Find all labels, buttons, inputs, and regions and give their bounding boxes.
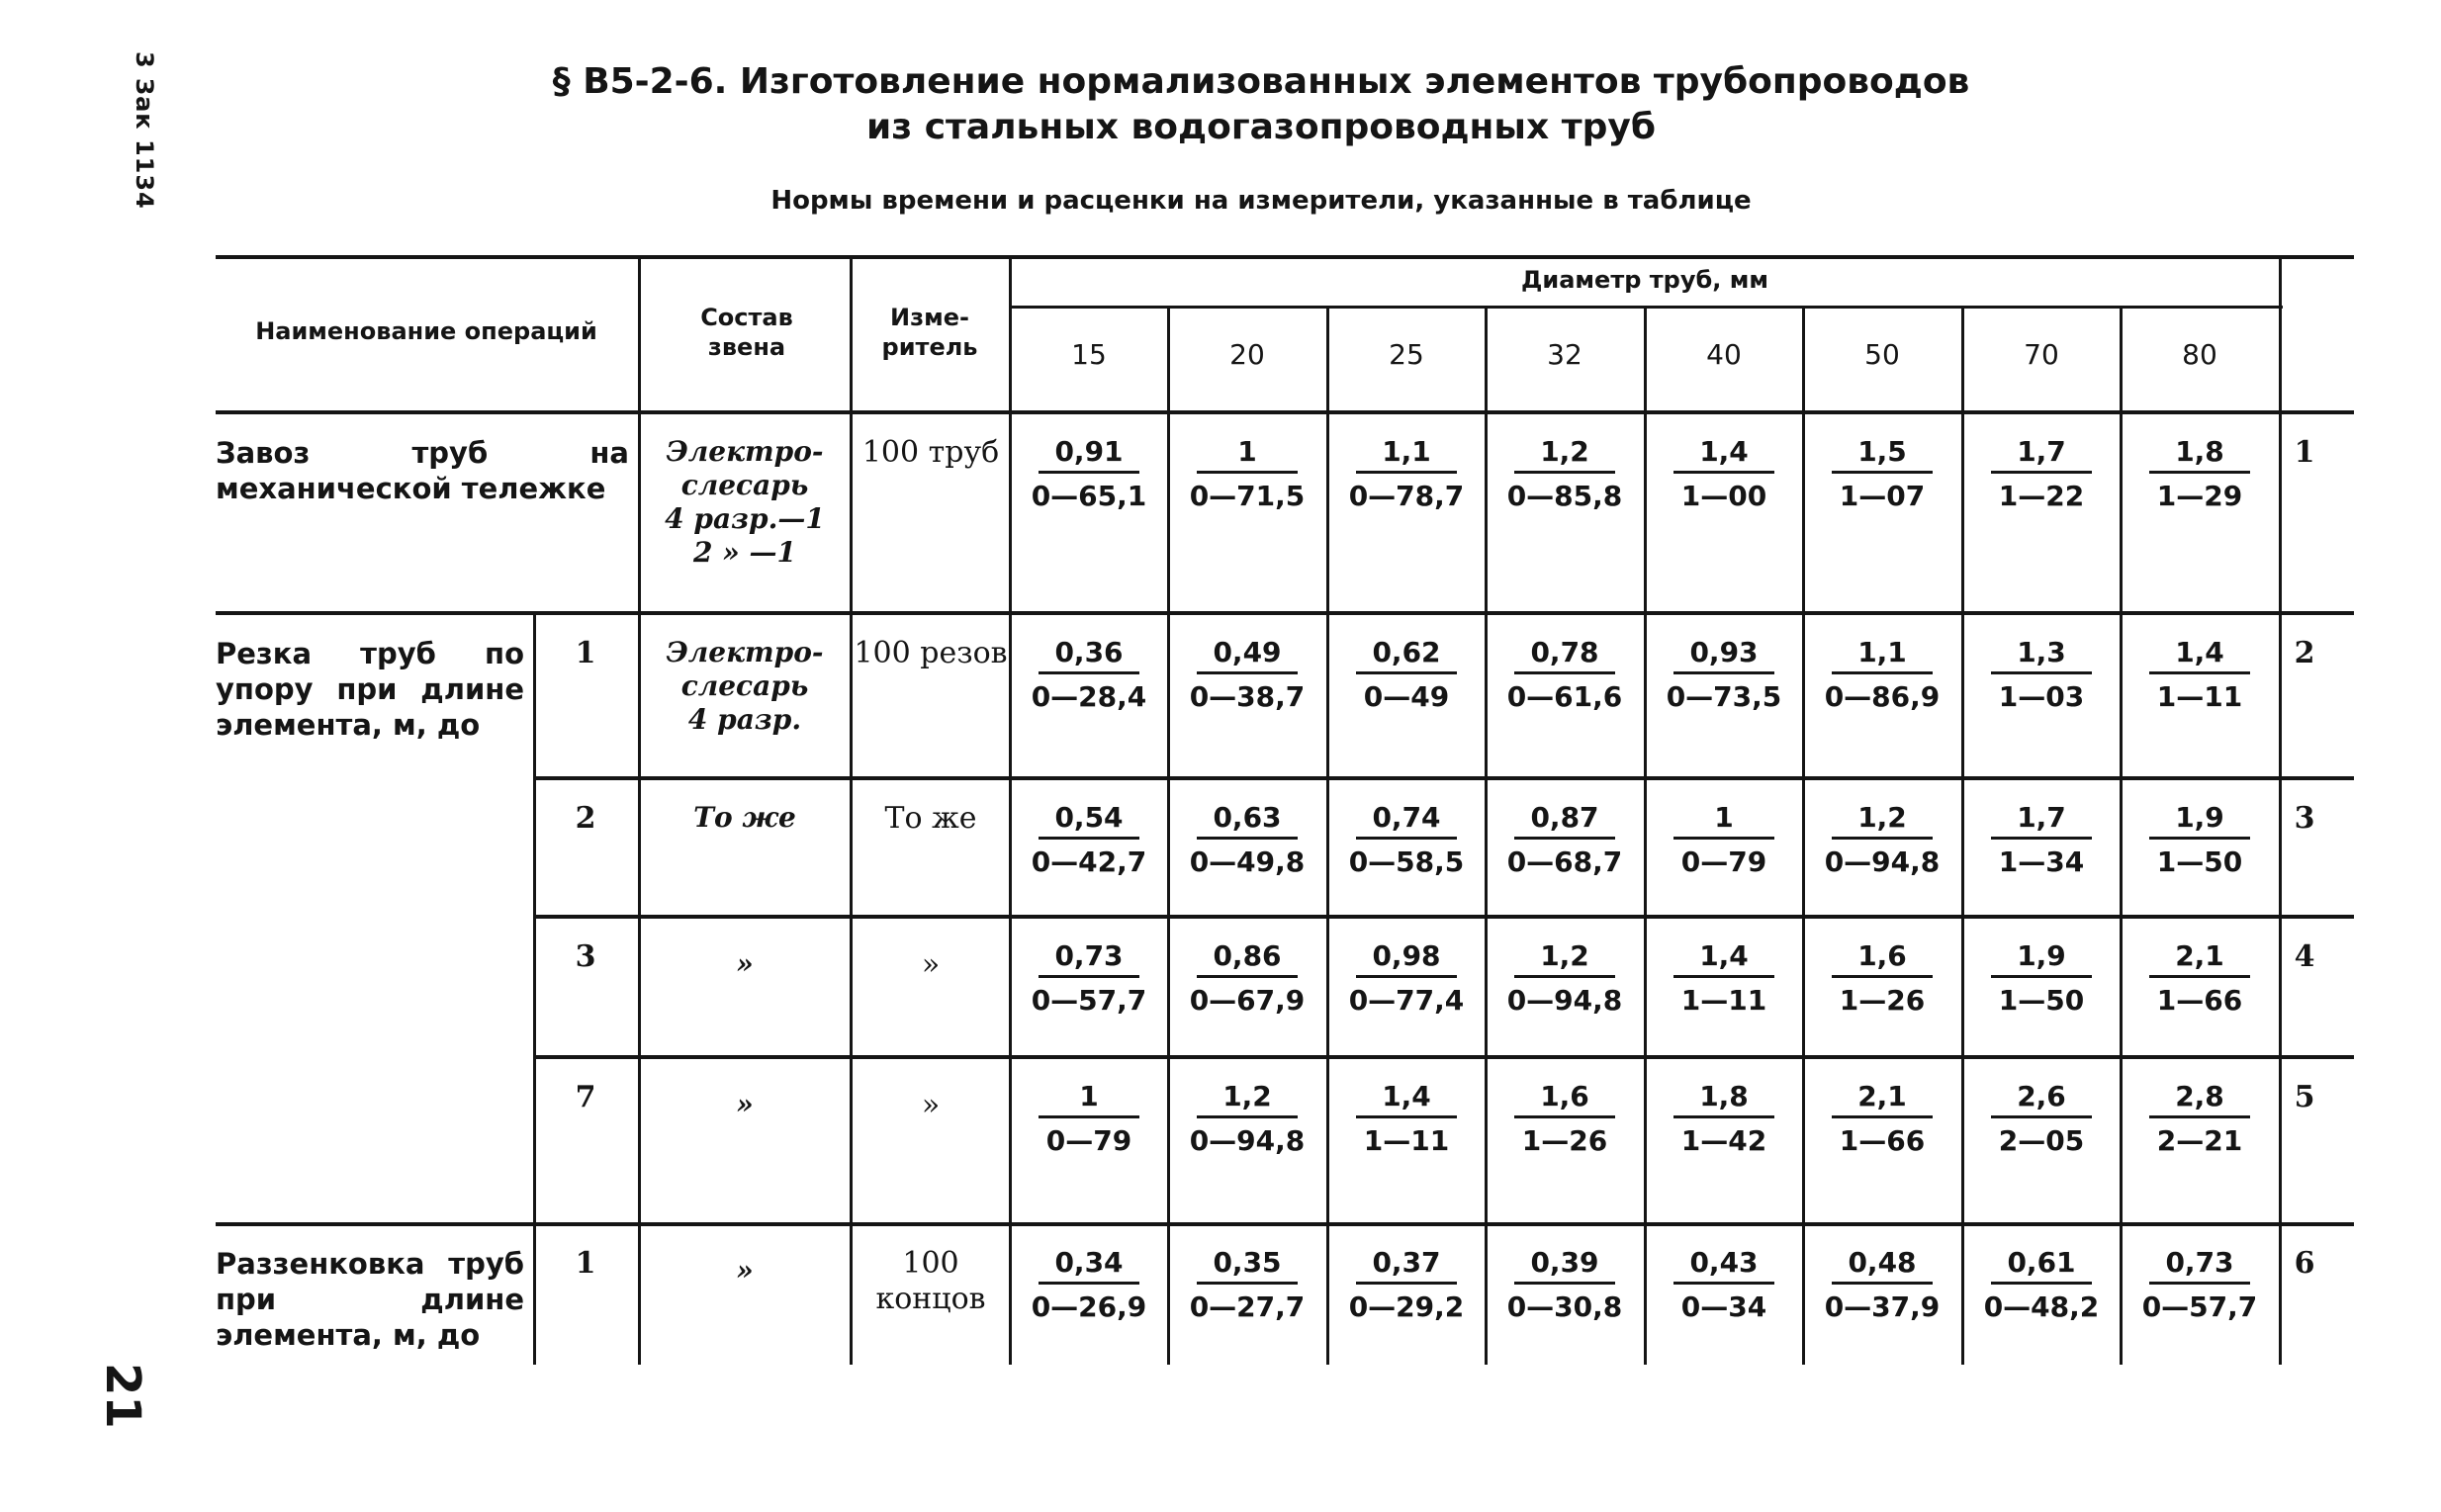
time-norm: 0,49 [1197, 636, 1298, 674]
crew-composition [641, 1246, 849, 1288]
time-norm: 1,2 [1832, 801, 1933, 840]
crew-composition [641, 1080, 849, 1121]
time-norm: 1,9 [2149, 801, 2250, 840]
page-number: 21 [95, 1363, 150, 1429]
norm-cell [1804, 435, 1960, 515]
time-norm: 0,74 [1356, 801, 1457, 840]
diameter-header-32: 32 [1547, 338, 1582, 371]
rule-row1-bottom [216, 611, 2354, 615]
time-norm: 0,36 [1039, 636, 1139, 674]
time-norm: 1,5 [1832, 435, 1933, 474]
time-norm: 0,48 [1832, 1246, 1933, 1285]
norm-cell [1328, 636, 1485, 716]
norm-cell [1328, 801, 1485, 881]
time-norm: 1,2 [1514, 939, 1615, 978]
time-norm: 1,6 [1514, 1080, 1615, 1118]
norm-cell [1963, 801, 2120, 881]
rate-price: 1—26 [1839, 984, 1926, 1017]
rate-price: 2—21 [2156, 1124, 2243, 1157]
time-norm: 1,4 [1673, 939, 1774, 978]
crew-composition-line: 4 разр.—1 [665, 502, 825, 535]
norm-cell [1328, 1080, 1485, 1160]
rate-price: 0—78,7 [1348, 480, 1465, 512]
time-norm: 1,9 [1991, 939, 2092, 978]
measurement-unit: » [921, 1088, 941, 1122]
rate-price: 0—30,8 [1506, 1290, 1623, 1323]
time-norm: 0,37 [1356, 1246, 1457, 1285]
norm-cell [1169, 939, 1325, 1020]
time-norm: 0,87 [1514, 801, 1615, 840]
crew-composition-line: слесарь [680, 469, 809, 501]
time-norm: 1,8 [2149, 435, 2250, 474]
rate-price: 1—34 [1998, 845, 2085, 878]
rate-price: 1—29 [2156, 480, 2243, 512]
header-operation: Наименование операций [255, 317, 597, 345]
time-norm: 0,54 [1039, 801, 1139, 840]
norm-cell [1169, 1080, 1325, 1160]
norm-cell [1804, 939, 1960, 1020]
crew-composition-line: » [736, 1088, 754, 1120]
time-norm: 1,7 [1991, 435, 2092, 474]
header-diameter: Диаметр труб, мм [1521, 266, 1768, 294]
rule-top [216, 255, 2354, 259]
norm-cell [1169, 801, 1325, 881]
rate-price: 0—94,8 [1506, 984, 1623, 1017]
rate-price: 1—03 [1998, 680, 2085, 713]
time-norm: 0,43 [1673, 1246, 1774, 1285]
crew-composition [641, 435, 849, 570]
norm-cell [1963, 1080, 2120, 1160]
norm-cell [1963, 939, 2120, 1020]
header-composition: Состав звена [700, 304, 793, 361]
time-norm: 0,91 [1039, 435, 1139, 474]
rate-price: 0—38,7 [1189, 680, 1306, 713]
norm-cell [2122, 636, 2278, 716]
time-norm: 0,86 [1197, 939, 1298, 978]
norm-cell [1011, 1246, 1167, 1326]
norm-cell [2122, 1246, 2278, 1326]
operation-name: Резка труб по упору при длине элемента, м, до [216, 637, 524, 742]
rate-price: 0—28,4 [1031, 680, 1147, 713]
side-note: 3 Зак 1134 [131, 51, 158, 210]
measurement-unit: 100 резов [854, 636, 1008, 670]
rate-price: 0—85,8 [1506, 480, 1623, 512]
time-norm: 0,35 [1197, 1246, 1298, 1285]
rule-row5-bottom [216, 1222, 2354, 1226]
time-norm: 2,1 [1832, 1080, 1933, 1118]
crew-composition-line: Электро- [666, 435, 824, 468]
crew-composition-line: 2 » —1 [693, 536, 796, 569]
rate-price: 0—37,9 [1824, 1290, 1941, 1323]
rule-header-bottom [216, 410, 2354, 414]
rate-price: 0—67,9 [1189, 984, 1306, 1017]
norm-cell [1011, 939, 1167, 1020]
crew-composition [641, 939, 849, 981]
rate-price: 0—77,4 [1348, 984, 1465, 1017]
norm-cell [1169, 1246, 1325, 1326]
rate-price: 0—86,9 [1824, 680, 1941, 713]
rate-price: 0—73,5 [1666, 680, 1782, 713]
title-line-2: из стальных водогазопроводных труб [866, 107, 1656, 147]
rule-row3-bottom [535, 915, 2354, 919]
rate-price: 1—50 [2156, 845, 2243, 878]
element-length: 2 [575, 801, 596, 836]
rate-price: 0—27,7 [1189, 1290, 1306, 1323]
time-norm: 1,3 [1991, 636, 2092, 674]
norm-cell [1011, 1080, 1167, 1160]
norm-cell [2122, 939, 2278, 1020]
diameter-header-20: 20 [1229, 338, 1265, 371]
rate-price: 0—94,8 [1189, 1124, 1306, 1157]
measurement-unit: » [921, 947, 941, 982]
measurement-unit: То же [884, 801, 977, 836]
rule-v-number [2279, 255, 2282, 1365]
rate-price: 0—94,8 [1824, 845, 1941, 878]
diameter-header-50: 50 [1864, 338, 1900, 371]
rate-price: 1—07 [1839, 480, 1926, 512]
crew-composition-line: » [736, 947, 754, 980]
time-norm: 1 [1197, 435, 1298, 474]
crew-composition-line: » [736, 1254, 754, 1287]
norm-cell [1487, 939, 1643, 1020]
time-norm: 1 [1673, 801, 1774, 840]
row-number: 3 [2294, 801, 2315, 836]
time-norm: 1,1 [1832, 636, 1933, 674]
rate-price: 0—26,9 [1031, 1290, 1147, 1323]
crew-composition-line: То же [693, 801, 796, 834]
time-norm: 2,6 [1991, 1080, 2092, 1118]
time-norm: 0,39 [1514, 1246, 1615, 1285]
time-norm: 0,73 [2149, 1246, 2250, 1285]
norm-cell [1328, 939, 1485, 1020]
rate-price: 0—49,8 [1189, 845, 1306, 878]
norm-cell [1963, 1246, 2120, 1326]
crew-composition-line: Электро- [666, 636, 824, 668]
table-subtitle: Нормы времени и расценки на измерители, указанные в таблице [770, 186, 1752, 216]
norm-cell [1487, 1246, 1643, 1326]
norm-cell [1011, 435, 1167, 515]
time-norm: 1,4 [1356, 1080, 1457, 1118]
norm-cell [1328, 435, 1485, 515]
rule-diameter [1011, 306, 2283, 309]
time-norm: 2,8 [2149, 1080, 2250, 1118]
rate-price: 0—79 [1045, 1124, 1132, 1157]
norm-cell [2122, 435, 2278, 515]
time-norm: 1,4 [1673, 435, 1774, 474]
norm-cell [1963, 636, 2120, 716]
rate-price: 0—34 [1680, 1290, 1767, 1323]
norm-cell [1011, 636, 1167, 716]
norm-cell [1804, 801, 1960, 881]
norm-cell [1804, 1246, 1960, 1326]
measurement-unit: 100 концов [875, 1246, 986, 1316]
time-norm: 0,62 [1356, 636, 1457, 674]
time-norm: 1,7 [1991, 801, 2092, 840]
norm-cell [1487, 636, 1643, 716]
norm-cell [1487, 1080, 1643, 1160]
rate-price: 0—71,5 [1189, 480, 1306, 512]
time-norm: 1,4 [2149, 636, 2250, 674]
diameter-header-40: 40 [1706, 338, 1742, 371]
time-norm: 0,61 [1991, 1246, 2092, 1285]
rate-price: 0—58,5 [1348, 845, 1465, 878]
page-title [495, 59, 2028, 150]
row-number: 5 [2294, 1080, 2315, 1114]
rate-price: 1—11 [1363, 1124, 1450, 1157]
row-number: 1 [2294, 435, 2315, 470]
rate-price: 1—66 [2156, 984, 2243, 1017]
norm-cell [1169, 435, 1325, 515]
element-length: 7 [575, 1080, 596, 1114]
title-line-1: § В5-2-6. Изготовление нормализованных элементов трубопроводов [552, 61, 1970, 102]
time-norm: 1 [1039, 1080, 1139, 1118]
norm-cell [1646, 435, 1802, 515]
rate-price: 2—05 [1998, 1124, 2085, 1157]
norm-cell [1804, 1080, 1960, 1160]
time-norm: 1,1 [1356, 435, 1457, 474]
time-norm: 1,8 [1673, 1080, 1774, 1118]
row-number: 2 [2294, 636, 2315, 670]
crew-composition [641, 636, 849, 737]
rate-price: 1—42 [1680, 1124, 1767, 1157]
rate-price: 0—57,7 [2141, 1290, 2258, 1323]
element-length: 3 [575, 939, 596, 974]
norm-cell [1804, 636, 1960, 716]
rate-price: 0—65,1 [1031, 480, 1147, 512]
time-norm: 1,2 [1197, 1080, 1298, 1118]
rate-price: 1—11 [2156, 680, 2243, 713]
time-norm: 0,98 [1356, 939, 1457, 978]
rule-row2-bottom [535, 776, 2354, 780]
norm-cell [1646, 1246, 1802, 1326]
rate-price: 0—61,6 [1506, 680, 1623, 713]
time-norm: 1,6 [1832, 939, 1933, 978]
rule-row4-bottom [535, 1055, 2354, 1059]
time-norm: 0,78 [1514, 636, 1615, 674]
norm-cell [1487, 801, 1643, 881]
norm-cell [2122, 801, 2278, 881]
diameter-header-80: 80 [2182, 338, 2217, 371]
time-norm: 0,34 [1039, 1246, 1139, 1285]
norm-cell [1646, 939, 1802, 1020]
norm-cell [2122, 1080, 2278, 1160]
diameter-header-15: 15 [1071, 338, 1107, 371]
element-length: 1 [575, 636, 596, 670]
crew-composition [641, 801, 849, 835]
operation-name: Завоз труб на механической тележке [216, 436, 629, 505]
norm-cell [1328, 1246, 1485, 1326]
rate-price: 0—68,7 [1506, 845, 1623, 878]
norm-cell [1646, 1080, 1802, 1160]
norm-cell [1487, 435, 1643, 515]
rate-price: 1—50 [1998, 984, 2085, 1017]
rate-price: 0—79 [1680, 845, 1767, 878]
measurement-unit: 100 труб [861, 435, 1000, 470]
diameter-header-25: 25 [1389, 338, 1424, 371]
rate-price: 1—11 [1680, 984, 1767, 1017]
diameter-header-70: 70 [2024, 338, 2059, 371]
time-norm: 0,93 [1673, 636, 1774, 674]
rate-price: 0—57,7 [1031, 984, 1147, 1017]
element-length: 1 [575, 1246, 596, 1281]
rate-price: 1—22 [1998, 480, 2085, 512]
header-unit: Изме-ритель [881, 304, 978, 361]
time-norm: 0,73 [1039, 939, 1139, 978]
rate-price: 1—66 [1839, 1124, 1926, 1157]
norm-cell [1646, 801, 1802, 881]
rate-price: 0—48,2 [1983, 1290, 2100, 1323]
operation-name: Раззенковка труб при длине элемента, м, до [216, 1247, 524, 1352]
rate-price: 1—00 [1680, 480, 1767, 512]
norm-cell [1169, 636, 1325, 716]
rate-price: 1—26 [1521, 1124, 1608, 1157]
row-number: 4 [2294, 939, 2315, 974]
time-norm: 0,63 [1197, 801, 1298, 840]
rate-price: 0—49 [1363, 680, 1450, 713]
crew-composition-line: 4 разр. [687, 703, 802, 736]
rate-price: 0—29,2 [1348, 1290, 1465, 1323]
norm-cell [1011, 801, 1167, 881]
rate-price: 0—42,7 [1031, 845, 1147, 878]
norm-cell [1646, 636, 1802, 716]
time-norm: 1,2 [1514, 435, 1615, 474]
time-norm: 2,1 [2149, 939, 2250, 978]
crew-composition-line: слесарь [680, 669, 809, 702]
row-number: 6 [2294, 1246, 2315, 1281]
norm-cell [1963, 435, 2120, 515]
